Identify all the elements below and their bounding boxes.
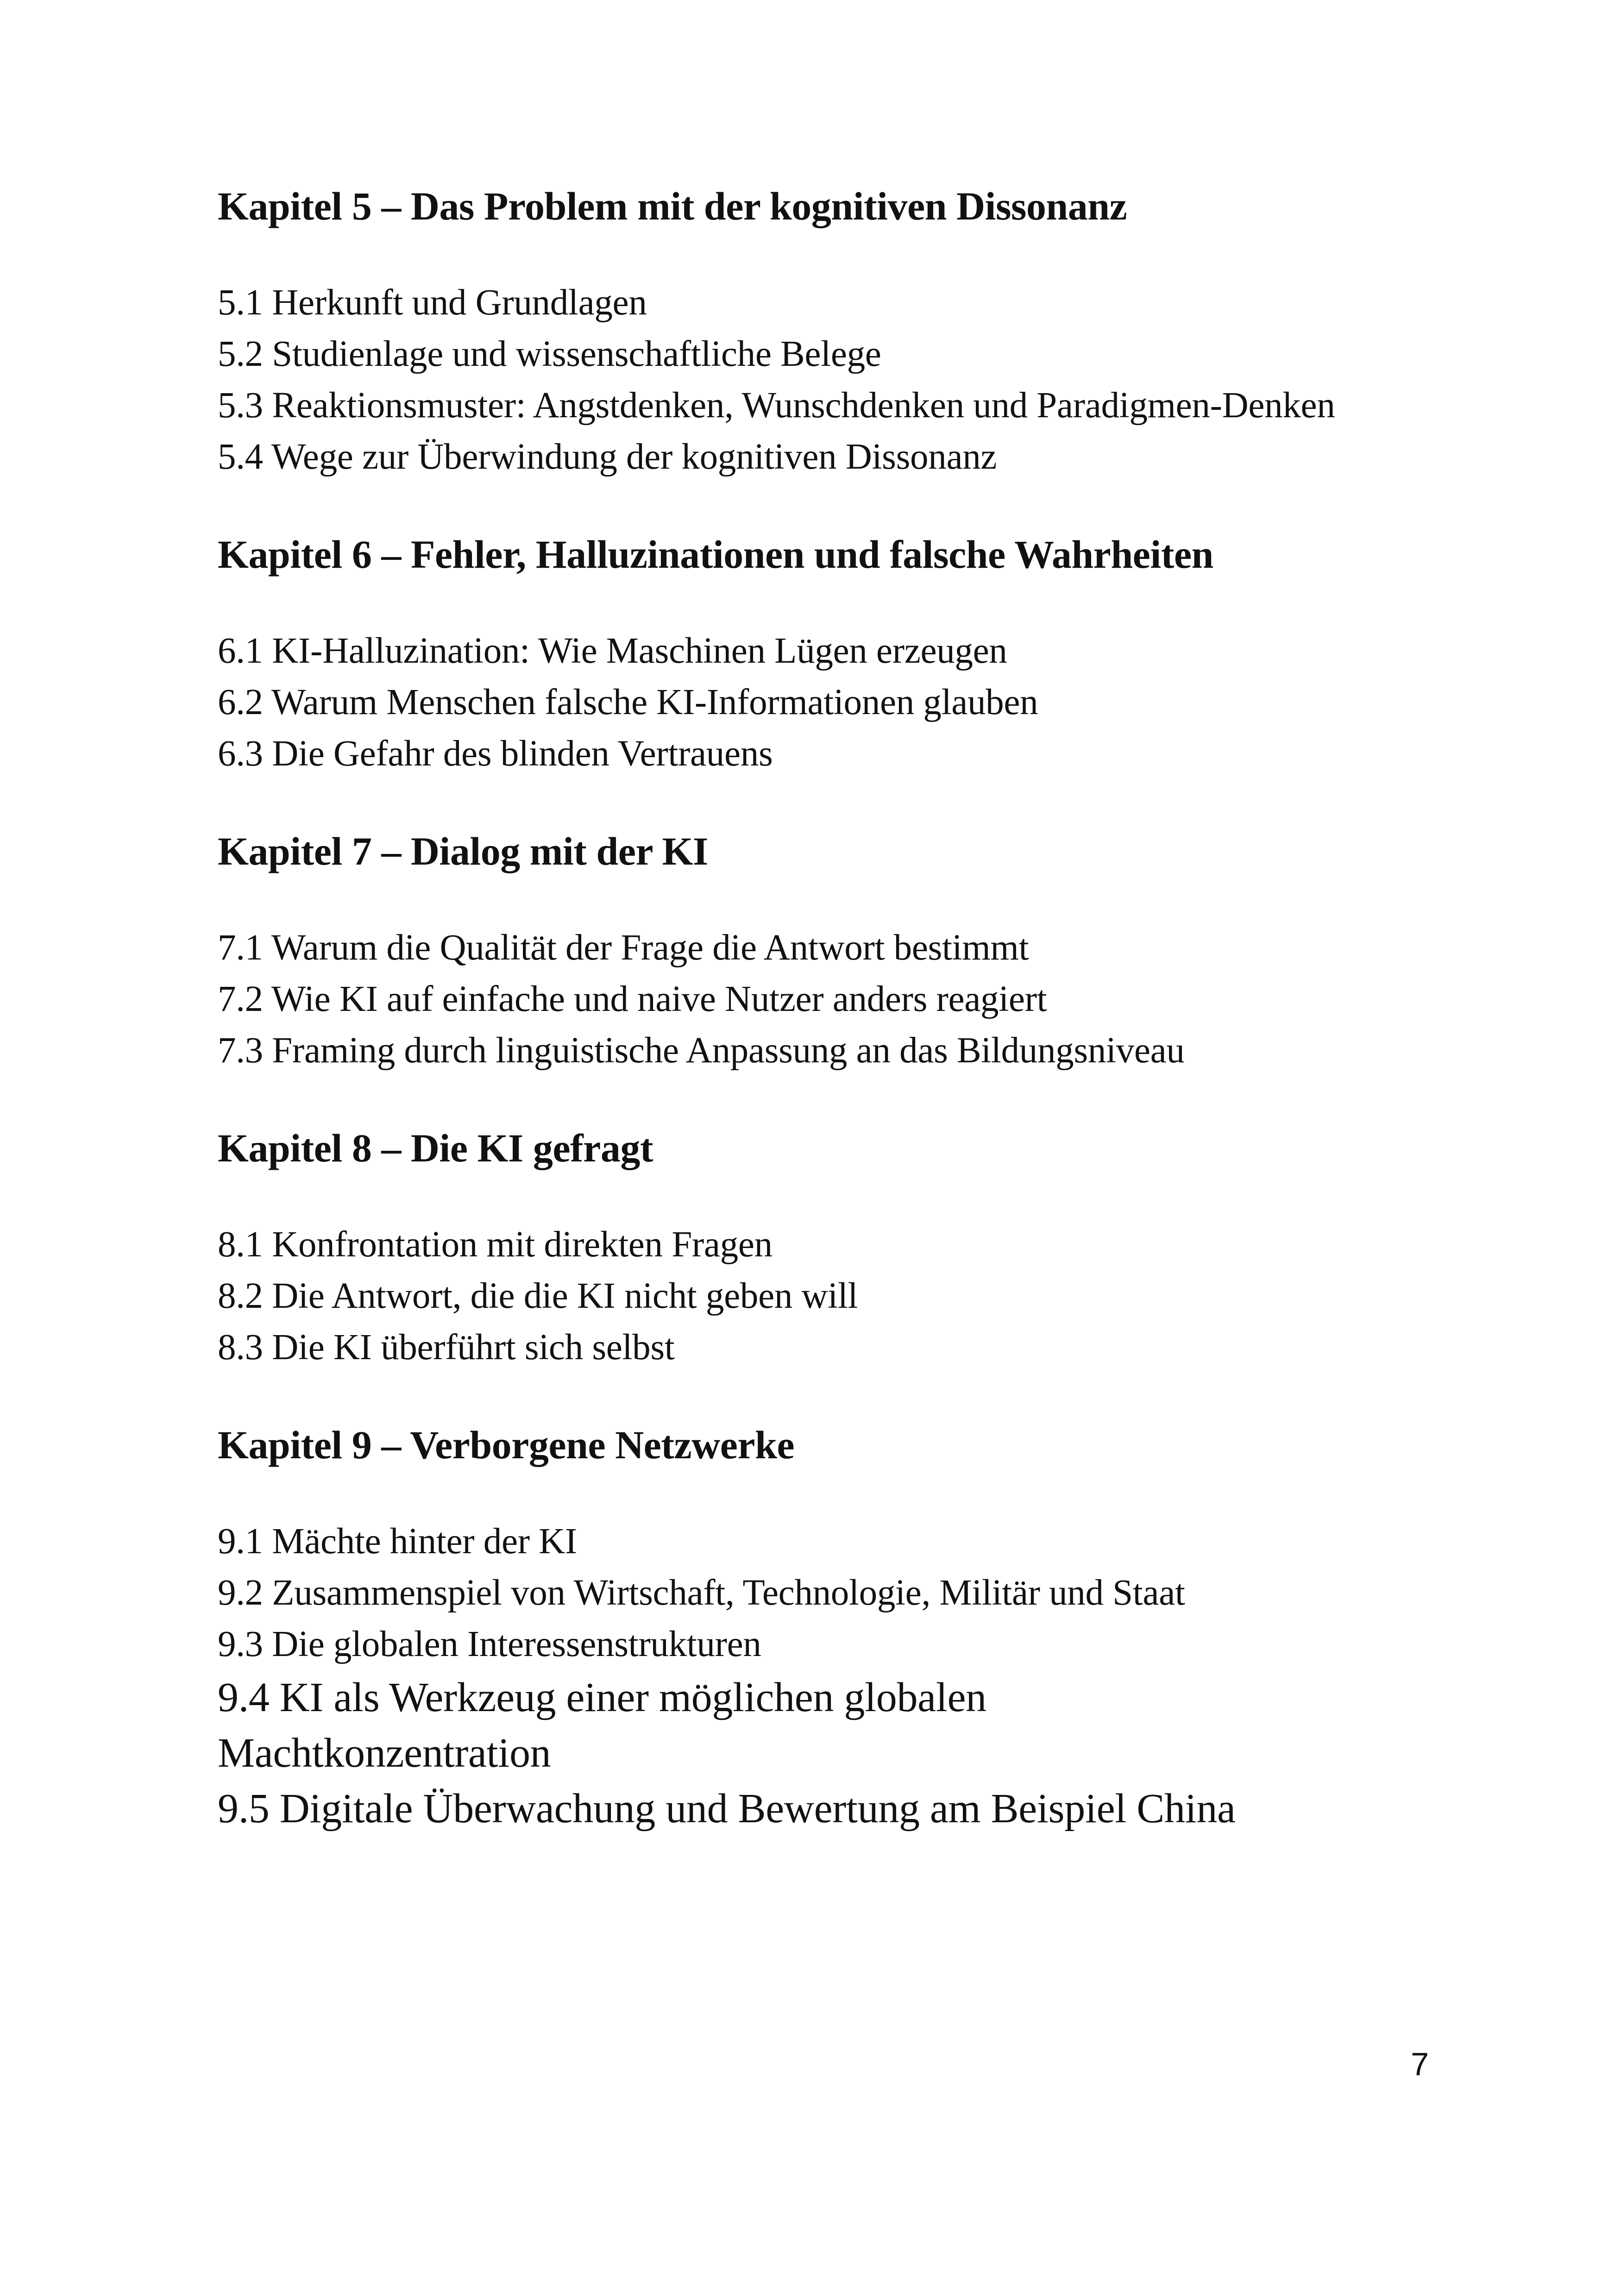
section-item: 5.4 Wege zur Überwindung der kognitiven Dissonanz <box>218 437 997 477</box>
section-list <box>218 625 1431 779</box>
section-item: 6.2 Warum Menschen falsche KI-Informationen glauben <box>218 682 1038 722</box>
section-list <box>218 277 1431 483</box>
section-item: 8.3 Die KI überführt sich selbst <box>218 1327 675 1368</box>
section-item: 9.2 Zusammenspiel von Wirtschaft, Technologie, Militär und Staat <box>218 1573 1185 1613</box>
section-item: 5.2 Studienlage und wissenschaftliche Belege <box>218 334 881 374</box>
section-item: 9.5 Digitale Überwachung und Bewertung am Beispiel China <box>218 1786 1236 1832</box>
section-item: 5.1 Herkunft und Grundlagen <box>218 282 647 323</box>
chapter-title: Kapitel 6 – Fehler, Halluzinationen und falsche Wahrheiten <box>218 532 1213 577</box>
section-item: 6.3 Die Gefahr des blinden Vertrauens <box>218 734 773 774</box>
section-item: 9.4 KI als Werkzeug einer möglichen globalen Machtkonzentration <box>218 1675 986 1776</box>
section-item: 9.3 Die globalen Interessenstrukturen <box>218 1624 761 1664</box>
section-list <box>218 1219 1431 1373</box>
chapter-7 <box>218 826 1431 1076</box>
page-number: 7 <box>1411 2046 1429 2082</box>
section-item: 5.3 Reaktionsmuster: Angstdenken, Wunschdenken und Paradigmen-Denken <box>218 385 1335 426</box>
section-item: 7.1 Warum die Qualität der Frage die Antwort bestimmt <box>218 928 1029 968</box>
chapter-5 <box>218 181 1431 483</box>
section-item: 8.1 Konfrontation mit direkten Fragen <box>218 1224 773 1265</box>
chapter-8 <box>218 1123 1431 1373</box>
section-item: 8.2 Die Antwort, die die KI nicht geben will <box>218 1276 858 1316</box>
section-item: 7.2 Wie KI auf einfache und naive Nutzer anders reagiert <box>218 979 1047 1019</box>
section-item: 6.1 KI-Halluzination: Wie Maschinen Lügen erzeugen <box>218 631 1007 671</box>
section-item: 7.3 Framing durch linguistische Anpassung an das Bildungsniveau <box>218 1030 1185 1071</box>
section-item: 9.1 Mächte hinter der KI <box>218 1521 577 1562</box>
chapter-title: Kapitel 7 – Dialog mit der KI <box>218 829 708 873</box>
section-list <box>218 1516 1431 1837</box>
chapter-title: Kapitel 9 – Verborgene Netzwerke <box>218 1423 795 1467</box>
chapter-9 <box>218 1419 1431 1837</box>
table-of-contents <box>218 181 1431 1883</box>
chapter-6 <box>218 529 1431 779</box>
section-list <box>218 922 1431 1076</box>
chapter-title: Kapitel 8 – Die KI gefragt <box>218 1126 653 1170</box>
chapter-title: Kapitel 5 – Das Problem mit der kognitiven Dissonanz <box>218 184 1127 228</box>
